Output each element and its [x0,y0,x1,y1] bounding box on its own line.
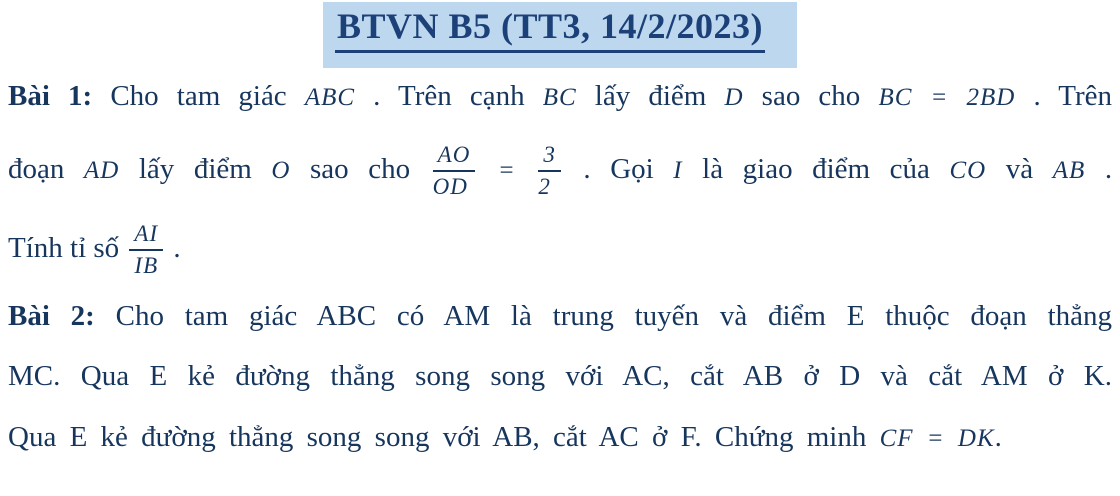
document-body [0,64,1120,468]
fraction-denominator: OD [432,174,468,200]
text-run: và [1005,153,1034,185]
math-run: O [271,157,291,184]
fraction-denominator: 2 [538,174,551,200]
text-run: lấy điểm [138,153,252,185]
fraction-AI-IB [129,221,163,279]
fraction-AO-OD [433,142,476,200]
problem1-label: Bài 1: [8,80,93,112]
text-run: sao cho [761,80,861,112]
math-run: I [673,157,683,184]
text-run: sao cho [310,153,411,185]
math-run: AB [1052,157,1086,184]
text-run: Cho tam giác ABC có AM là trung tuyến và điểm E thuộc đoạn thẳng [115,300,1113,332]
fraction-3-2 [538,142,561,200]
text-run: lấy điểm [594,80,707,112]
math-run: CO [949,157,987,184]
problem2-line3 [8,406,1112,468]
fraction-denominator: IB [134,253,159,279]
math-run: ABC [304,84,356,111]
problem2-line1 [8,286,1112,346]
problem1-line1 [8,64,1112,128]
fraction-numerator: 3 [538,142,561,172]
text-run: Qua E kẻ đường thẳng song song với AB, cắt AC ở F. Chứng minh [8,421,867,453]
problem1-line3 [8,210,1112,286]
text-run: MC. Qua E kẻ đường thẳng song song với AC, cắt AB ở D và cắt AM ở K. [8,360,1112,392]
text-run: . Gọi [583,153,654,185]
math-run: BC = 2BD [878,84,1016,111]
text-run: . Trên cạnh [373,80,525,112]
math-run: CF = DK [879,425,995,452]
text-run: . [1104,153,1113,185]
problem1-line2 [8,128,1112,210]
title-row [0,0,1120,64]
page-title: BTVN B5 (TT3, 14/2/2023) [335,5,765,53]
math-run: AD [83,157,120,184]
title-highlight [323,2,797,68]
math-run: BC [542,84,577,111]
text-run: . Trên [1033,80,1113,112]
problem2-label: Bài 2: [8,300,95,332]
fraction-numerator: AO [433,142,476,172]
fraction-numerator: AI [129,221,163,251]
text-run: là giao điểm của [702,153,930,185]
text-run: . [994,421,1002,453]
equals-sign: = [497,157,516,184]
text-run: đoạn [8,153,65,185]
problem2-line2 [8,346,1112,406]
text-run: . [173,232,181,264]
text-run: Cho tam giác [110,80,287,112]
text-run: Tính tỉ số [8,232,120,264]
math-run: D [724,84,744,111]
